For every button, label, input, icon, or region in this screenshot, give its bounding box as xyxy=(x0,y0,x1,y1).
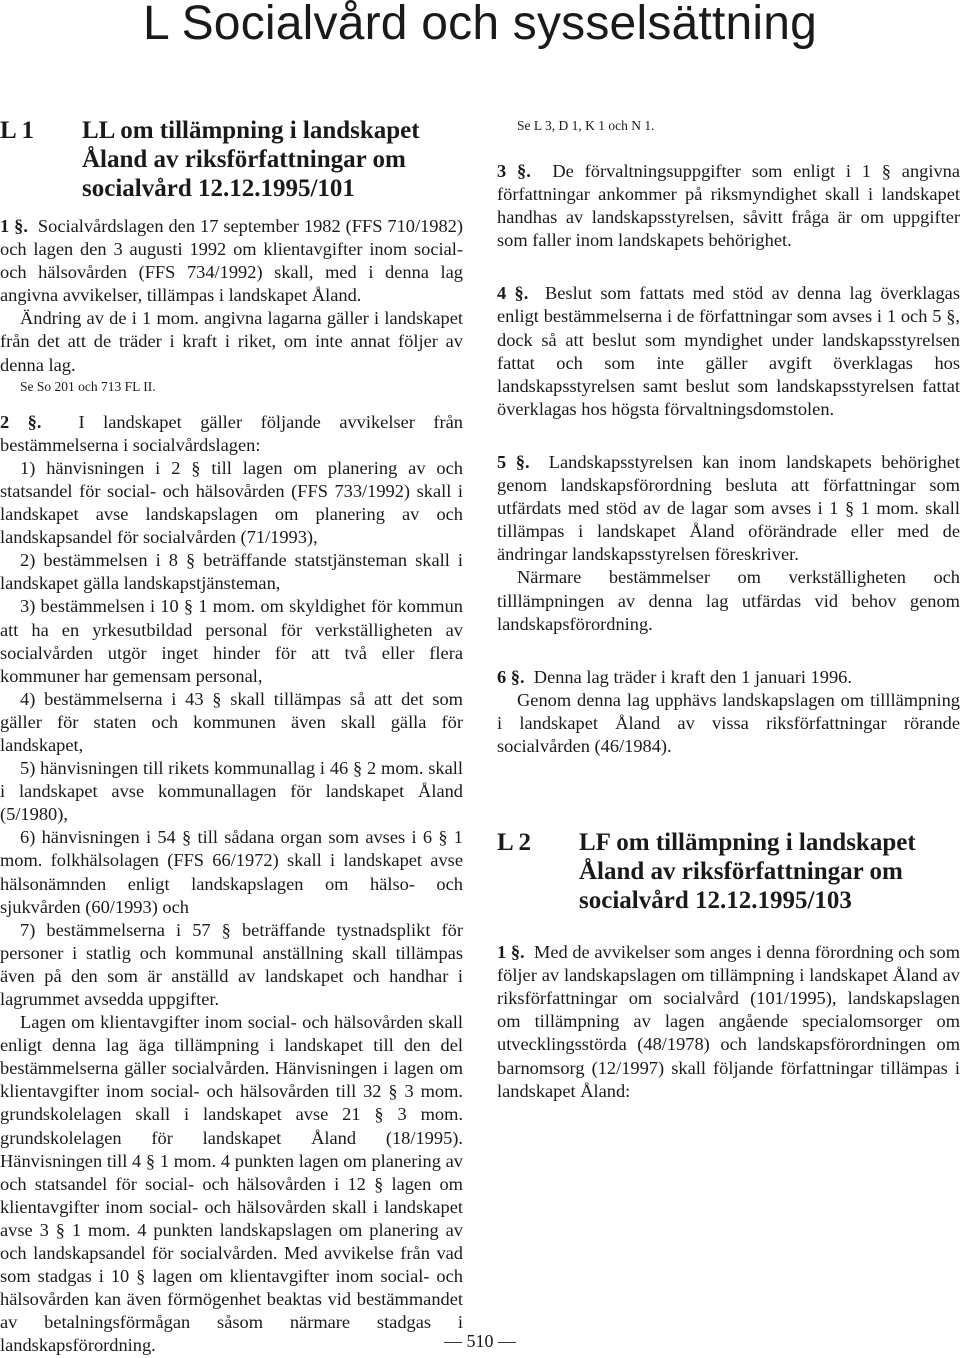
law-number: L 1 xyxy=(0,117,35,144)
section-5-paragraph-2: Närmare bestämmelser om verkställigheten och tilllämpningen av denna lag utfärdas vid behov genom landskapsförordning. xyxy=(497,567,960,634)
list-item: 4) bestämmelserna i 43 § skall tillämpas så att det som gäller för staten och kommunen även skall gälla för landskapet, xyxy=(0,688,463,755)
section-text: Denna lag träder i kraft den 1 januari 1996. xyxy=(533,666,852,687)
list-item: 3) bestämmelsen i 10 § 1 mom. om skyldighet för kommun att ha en yrkesutbildad personal för verkställigheten av socialvården utgör inget hinder för att två eller flera kommuner har gemensam personal, xyxy=(0,596,463,686)
section-text: Socialvårdslagen den 17 september 1982 (FFS 710/1982) och lagen den 3 augusti 1992 om klientavgifter inom social- och hälsovården (FFS 734/1992) skall, med i denna lag angivna avvikelser, tillämpas i landskapet Åland. xyxy=(0,216,463,306)
section-text: De förvaltningsuppgifter som enligt i 1 § angivna författningar ankommer på riksmyndighet skall i landskapet handhas av landskapsstyrelsen, såvitt fråga är om uppgifter som faller inom landskapets behörighet. xyxy=(497,161,960,251)
section-number: 3 §. xyxy=(497,161,531,181)
list-item: 5) hänvisningen till rikets kommunallag i 46 § 2 mom. skall i landskapet avse kommunallagen för landskapet Åland (5/1980), xyxy=(0,758,463,825)
list-item: 7) bestämmelserna i 57 § beträffande tystnadsplikt för personer i statlig och kommunal anställning skall tillämpas även på den som är anställd av landskapet och handhar i lagrummet avsedda uppgifter. xyxy=(0,919,463,1009)
section-3 xyxy=(497,160,960,252)
section-number: 2 §. xyxy=(0,411,42,432)
section-1-reference: Se So 201 och 713 FL II. xyxy=(20,378,156,394)
left-column xyxy=(0,116,463,1358)
section-text: Med de avvikelser som anges i denna förordning och som följer av landskapslagen om tillämpning i landskapet Åland av riksförfattningar om socialvård (101/1995), landskapslagen om tillämpning av lagen angående specialomsorger om utvecklingsstörda (48/1978) och landskapsförordningen om barnomsorg (12/1997) skall följande författningar tillämpas i landskapet Åland: xyxy=(497,942,960,1101)
page-number: — 510 — xyxy=(444,1331,516,1351)
law-title: LL om tillämpning i landskapet Åland av riksförfattningar om socialvård 12.12.1995/101 xyxy=(82,117,420,202)
section-5 xyxy=(497,451,960,566)
list-item: 2) bestämmelsen i 8 § beträffande statstjänsteman skall i landskapet gälla landskapstjänsteman, xyxy=(0,550,463,594)
section-2-client-fees: Lagen om klientavgifter inom social- och hälsovården skall enligt denna lag äga tillämpning i landskapet till den del bestämmelserna gäller socialvården. Hänvisningen i lagen om klientavgifter inom social- och hälsovården till 32 § 3 mom. grundskolelagen skall i landskapet avse 21 § 3 mom. grundskolelagen för landskapet Åland (18/1995). Hänvisningen till 4 § 1 mom. 4 punkten lagen om planering av och statsandel för social- och hälsovården i 12 § lagen om klientavgifter inom social- och hälsovården skall i landskapet avse 3 § 1 mom. 4 punkten landskapslagen om planering av och landskapsandel för socialvården. Med avvikelse från vad som stadgas i 10 § lagen om klientavgifter inom social- och hälsovården kan även förmögenhet beaktas vid bestämmandet av betalningsförmågan såsom närmare stadgas i landskapsförordning. xyxy=(0,1012,463,1356)
right-column xyxy=(497,116,960,1103)
section-number: 6 §. xyxy=(497,666,525,687)
law-heading-l2 xyxy=(497,828,960,915)
section-number: 4 §. xyxy=(497,283,529,304)
section-6 xyxy=(497,666,960,689)
section-1 xyxy=(497,941,960,1103)
list-item: 1) hänvisningen i 2 § till lagen om planering av och statsandel för social- och hälsovården (FFS 733/1992) skall i landskapet avse landskapslagen om planering av och landskapsandel för socialvården (71/1993), xyxy=(0,457,463,548)
law-title: LF om tillämpning i landskapet Åland av riksförfattningar om socialvård 12.12.1995/103 xyxy=(579,829,916,915)
section-number: 5 §. xyxy=(497,451,530,472)
section-number: 1 §. xyxy=(497,942,525,963)
section-number: 1 §. xyxy=(0,216,28,236)
section-text: I landskapet gäller följande avvikelser från bestämmelserna i socialvårdslagen: xyxy=(0,411,463,455)
section-4 xyxy=(497,282,960,421)
list-item: 6) hänvisningen i 54 § till sådana organ som avses i 6 § 1 mom. folkhälsolagen (FFS 66/1972) skall i landskapet avse hälsonämnden enligt landskapslagen om hälso- och sjukvården (60/1993) och xyxy=(0,827,463,917)
section-1 xyxy=(0,215,463,307)
section-2-reference: Se L 3, D 1, K 1 och N 1. xyxy=(517,118,655,133)
section-1-amendment: Ändring av de i 1 mom. angivna lagarna gäller i landskapet från det att de träder i kraft i riket, om inte annat följer av denna lag. xyxy=(0,308,463,375)
page-title: L Socialvård och sysselsättning xyxy=(142,0,818,50)
section-text: Beslut som fattats med stöd av denna lag överklagas enligt bestämmelserna i de författningar som avses i 1 och 5 §, dock så att beslut som myndighet under landskapsstyrelsen fattat och som inte gäller avgift överklagas hos landskapsstyrelsen samt beslut som landskapsstyrelsen fattat överklagas hos högsta förvaltningsdomstolen. xyxy=(497,283,960,419)
section-2-intro xyxy=(0,411,463,457)
law-number: L 2 xyxy=(497,829,532,857)
law-heading-l1 xyxy=(0,116,463,203)
section-text: Landskapsstyrelsen kan inom landskapets behörighet genom landskapsförordning besluta att författningar som utfärdats med stöd av de lagar som avses i 1 § 1 mom. skall tillämpas i landskapet Åland oförändrade eller med de ändringar landskapsstyrelsen föreskriver. xyxy=(497,451,960,565)
section-6-paragraph-2: Genom denna lag upphävs landskapslagen om tilllämpning i landskapet Åland av vissa riksförfattningar rörande socialvården (46/1984). xyxy=(497,689,960,756)
